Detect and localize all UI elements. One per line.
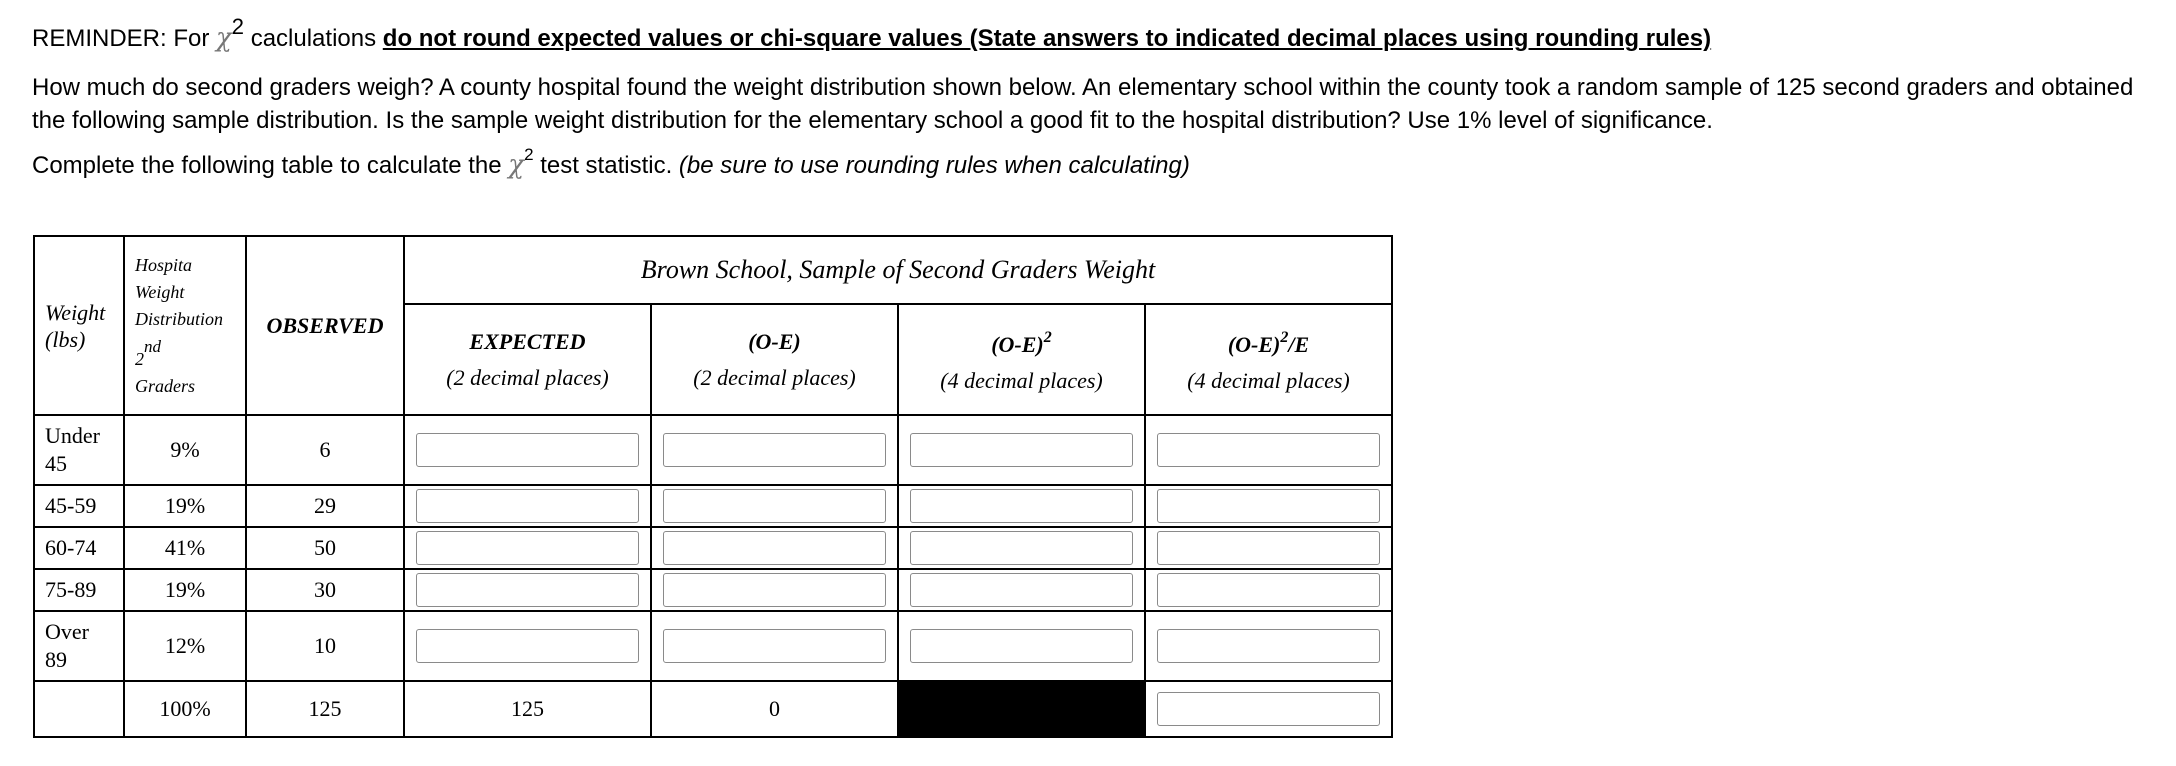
hospital-percent: 19% xyxy=(124,569,246,611)
o-minus-e-squared-header xyxy=(898,304,1145,415)
chi-square-total-input[interactable] xyxy=(1157,692,1380,726)
instruction-mid: test statistic. xyxy=(533,152,679,179)
o-minus-e-cell xyxy=(651,527,898,569)
o-minus-e-squared-input[interactable] xyxy=(910,433,1133,467)
chi-superscript: 2 xyxy=(231,14,245,39)
o-minus-e-squared-title xyxy=(899,320,1144,363)
o-minus-e-squared-over-e-cell xyxy=(1145,415,1392,485)
total-observed: 125 xyxy=(246,681,404,737)
hospital-percent: 9% xyxy=(124,415,246,485)
problem-line-2: the following sample distribution. Is the sample weight distribution for the elementary school a good fit to the hospital distribution? Use 1% level of significance. xyxy=(32,107,1713,134)
total-hospital-percent: 100% xyxy=(124,681,246,737)
blacked-out-cell xyxy=(898,681,1145,737)
o-minus-e-squared-cell xyxy=(898,485,1145,527)
o-minus-e-squared-input[interactable] xyxy=(910,489,1133,523)
chi-symbol-2: χ xyxy=(508,150,525,180)
o-minus-e-squared-cell xyxy=(898,527,1145,569)
table-row xyxy=(34,485,1392,527)
o-minus-e-squared-over-e-input[interactable] xyxy=(1157,531,1380,565)
school-sample-header: Brown School, Sample of Second Graders Weight xyxy=(404,236,1392,304)
hospital-percent: 41% xyxy=(124,527,246,569)
table-row xyxy=(34,569,1392,611)
observed-value: 10 xyxy=(246,611,404,681)
o-minus-e-cell xyxy=(651,415,898,485)
weight-label-line-1: Over xyxy=(45,619,89,644)
o-minus-e-squared-cell xyxy=(898,611,1145,681)
o-minus-e-input[interactable] xyxy=(663,629,886,663)
hospital-distribution-header xyxy=(124,236,246,415)
table-row xyxy=(34,415,1392,485)
oe2-title-sup: 2 xyxy=(1043,329,1052,346)
o-minus-e-input[interactable] xyxy=(663,531,886,565)
expected-cell xyxy=(404,485,651,527)
weight-label: 60-74 xyxy=(34,527,124,569)
oe2-title-text: (O-E) xyxy=(991,332,1044,357)
expected-input[interactable] xyxy=(416,629,639,663)
o-minus-e-squared-over-e-input[interactable] xyxy=(1157,433,1380,467)
expected-header xyxy=(404,304,651,415)
hospital-percent: 19% xyxy=(124,485,246,527)
hospital-header-line-2: Weight xyxy=(135,281,185,302)
chi-square-total-cell xyxy=(1145,681,1392,737)
rounding-note: (be sure to use rounding rules when calculating) xyxy=(678,152,1190,179)
hospital-header-line-5: Graders xyxy=(135,375,196,396)
weight-label xyxy=(34,415,124,485)
instruction-line xyxy=(32,145,1190,180)
o-minus-e-squared-over-e-input[interactable] xyxy=(1157,573,1380,607)
instruction-prefix: Complete the following table to calculate the xyxy=(32,152,509,179)
o-minus-e-squared-over-e-input[interactable] xyxy=(1157,629,1380,663)
expected-input[interactable] xyxy=(416,489,639,523)
o-minus-e-squared-input[interactable] xyxy=(910,629,1133,663)
o-minus-e-input[interactable] xyxy=(663,489,886,523)
weight-label-line-2: 45 xyxy=(45,451,67,476)
expected-input[interactable] xyxy=(416,573,639,607)
expected-cell xyxy=(404,527,651,569)
o-minus-e-cell xyxy=(651,485,898,527)
oe2e-title-sup: 2 xyxy=(1280,329,1289,346)
totals-row xyxy=(34,681,1392,737)
total-expected: 125 xyxy=(404,681,651,737)
chi-superscript-2: 2 xyxy=(524,145,534,164)
grade-number: 2 xyxy=(135,348,144,369)
totals-weight-cell xyxy=(34,681,124,737)
o-minus-e-squared-over-e-cell xyxy=(1145,611,1392,681)
hospital-header-line-3: Distribution xyxy=(135,308,224,329)
oe2e-title-b: /E xyxy=(1288,332,1310,357)
o-minus-e-header xyxy=(651,304,898,415)
o-minus-e-cell xyxy=(651,569,898,611)
o-minus-e-input[interactable] xyxy=(663,433,886,467)
expected-input[interactable] xyxy=(416,433,639,467)
weight-label-line-2: 89 xyxy=(45,647,67,672)
o-minus-e-squared-cell xyxy=(898,415,1145,485)
chi-square-table xyxy=(33,235,1393,738)
weight-header-line-2: (lbs) xyxy=(45,326,86,352)
table-row xyxy=(34,611,1392,681)
expected-cell xyxy=(404,569,651,611)
o-minus-e-squared-over-e-input[interactable] xyxy=(1157,489,1380,523)
total-o-minus-e: 0 xyxy=(651,681,898,737)
weight-label: 75-89 xyxy=(34,569,124,611)
o-minus-e-squared-cell xyxy=(898,569,1145,611)
o-minus-e-squared-over-e-header xyxy=(1145,304,1392,415)
weight-label: 45-59 xyxy=(34,485,124,527)
o-minus-e-cell xyxy=(651,611,898,681)
reminder-prefix: REMINDER: For xyxy=(32,25,217,52)
hospital-header-line-1: Hospita xyxy=(135,254,193,275)
hospital-percent: 12% xyxy=(124,611,246,681)
expected-title: EXPECTED xyxy=(469,328,586,354)
expected-cell xyxy=(404,415,651,485)
observed-value: 29 xyxy=(246,485,404,527)
expected-note: (2 decimal places) xyxy=(446,364,609,390)
weight-label xyxy=(34,611,124,681)
reminder-mid: caclulations xyxy=(244,25,383,52)
table-row xyxy=(34,527,1392,569)
o-minus-e-squared-input[interactable] xyxy=(910,531,1133,565)
observed-value: 6 xyxy=(246,415,404,485)
weight-label-line-1: Under xyxy=(45,423,100,448)
o-minus-e-squared-over-e-title xyxy=(1146,320,1391,363)
expected-cell xyxy=(404,611,651,681)
grade-suffix: nd xyxy=(144,336,161,356)
reminder-warning: do not round expected values or chi-square values (State answers to indicated decimal places using rounding rules) xyxy=(382,25,1712,52)
o-minus-e-squared-over-e-cell xyxy=(1145,569,1392,611)
o-minus-e-squared-note: (4 decimal places) xyxy=(940,368,1103,393)
o-minus-e-input[interactable] xyxy=(663,573,886,607)
weight-header xyxy=(34,236,124,415)
o-minus-e-squared-over-e-cell xyxy=(1145,527,1392,569)
weight-header-line-1: Weight xyxy=(45,299,106,325)
reminder-line xyxy=(32,14,1711,53)
o-minus-e-title: (O-E) xyxy=(748,328,801,354)
observed-value: 30 xyxy=(246,569,404,611)
o-minus-e-squared-input[interactable] xyxy=(910,573,1133,607)
o-minus-e-note: (2 decimal places) xyxy=(693,364,856,390)
oe2e-title-a: (O-E) xyxy=(1227,332,1281,357)
observed-header: OBSERVED xyxy=(246,236,404,415)
o-minus-e-squared-over-e-cell xyxy=(1145,485,1392,527)
expected-input[interactable] xyxy=(416,531,639,565)
observed-value: 50 xyxy=(246,527,404,569)
chi-symbol: χ xyxy=(216,23,232,53)
hospital-header-line-4 xyxy=(135,333,245,373)
problem-line-1: How much do second graders weigh? A county hospital found the weight distribution shown below. An elementary school within the county took a random sample of 125 second graders and obtained xyxy=(32,74,2134,101)
o-minus-e-squared-over-e-note: (4 decimal places) xyxy=(1187,368,1350,393)
